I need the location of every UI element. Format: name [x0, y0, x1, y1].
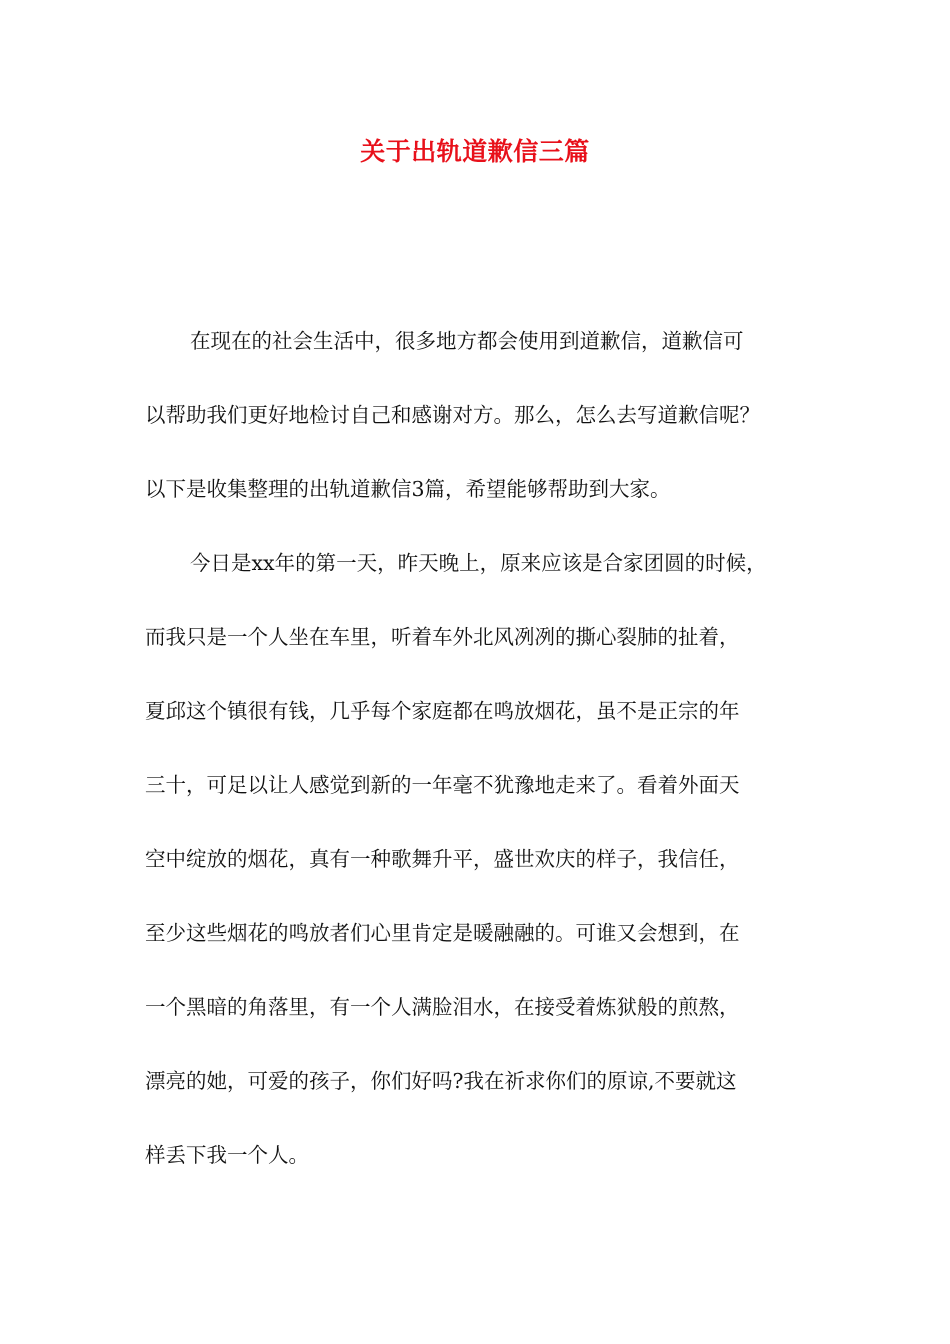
- paragraph-1-line-1: 在现在的社会生活中，很多地方都会使用到道歉信，道歉信可: [190, 329, 744, 353]
- paragraph-2-line-4: 三十，可足以让人感觉到新的一年毫不犹豫地走来了。看着外面天: [145, 773, 740, 797]
- paragraph-2-line-7: 一个黑暗的角落里，有一个人满脸泪水，在接受着炼狱般的煎熬，: [145, 995, 740, 1019]
- paragraph-2-line-2: 而我只是一个人坐在车里，听着车外北风冽冽的撕心裂肺的扯着，: [145, 625, 740, 649]
- paragraph-2-line-8: 漂亮的她，可爱的孩子，你们好吗?我在祈求你们的原谅,不要就这: [145, 1069, 737, 1093]
- document-title: 关于出轨道歉信三篇: [360, 137, 590, 166]
- paragraph-2-line-3: 夏邱这个镇很有钱，几乎每个家庭都在鸣放烟花，虽不是正宗的年: [145, 699, 740, 723]
- paragraph-2-line-6: 至少这些烟花的鸣放者们心里肯定是暖融融的。可谁又会想到，在: [145, 921, 740, 945]
- document-body: [145, 322, 810, 1210]
- paragraph-2-line-1: 今日是xx年的第一天，昨天晚上，原来应该是合家团圆的时候，: [190, 551, 767, 575]
- paragraph-2-line-5: 空中绽放的烟花，真有一种歌舞升平，盛世欢庆的样子，我信任，: [145, 847, 740, 871]
- paragraph-1-line-3: 以下是收集整理的出轨道歉信3篇，希望能够帮助到大家。: [145, 477, 671, 501]
- paragraph-2-line-9: 样丢下我一个人。: [145, 1143, 309, 1167]
- paragraph-1-line-2: 以帮助我们更好地检讨自己和感谢对方。那么，怎么去写道歉信呢？: [145, 403, 760, 427]
